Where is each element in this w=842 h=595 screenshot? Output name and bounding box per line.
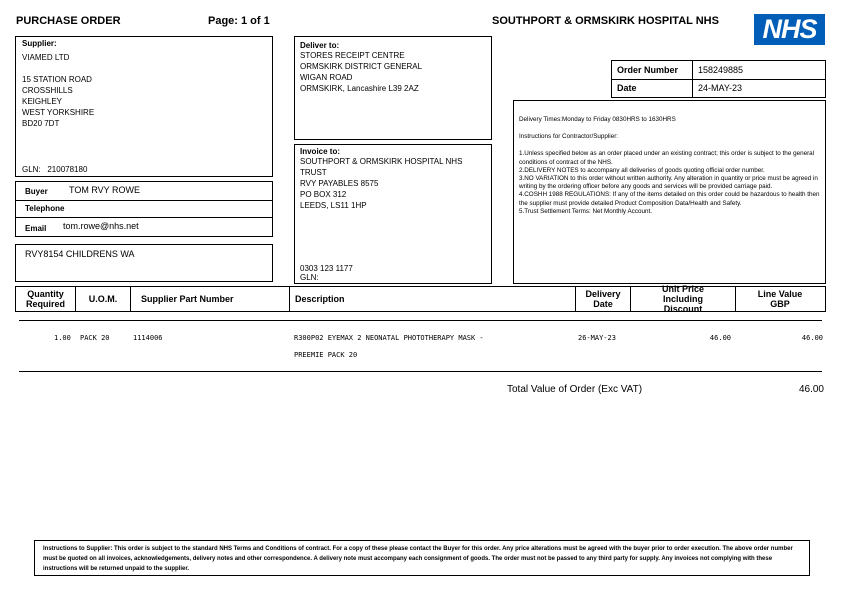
order-number-label: Order Number [617,65,679,75]
address-line: VIAMED LTD [22,53,70,62]
invoice-address [300,156,462,211]
page-number: Page: 1 of 1 [208,15,270,27]
address-line: LEEDS, LS11 1HP [300,201,367,210]
department-box [15,244,273,282]
divider [19,371,822,372]
organisation-name: SOUTHPORT & ORMSKIRK HOSPITAL NHS [492,15,719,27]
col-delivery-date: Delivery Date [576,287,631,311]
address-spacer [22,63,94,74]
total-value: 46.00 [798,384,824,395]
instructions-box [513,100,826,284]
supplier-address [22,52,94,129]
address-line: SOUTHPORT & ORMSKIRK HOSPITAL NHS [300,157,463,166]
line-items-header [15,286,826,312]
invoice-gln-label: GLN: [300,273,319,282]
order-date: 24-MAY-23 [698,83,743,93]
delivery-times: Delivery Times:Monday to Friday 0830HRS to 1630HRS [519,116,676,123]
col-quantity: Quantity Required [16,287,76,311]
divider [19,320,822,321]
buyer-name: TOM RVY ROWE [69,185,141,195]
email-label: Email [25,224,47,233]
instruction-item: 2.DELIVERY NOTES to accompany all deliveries of goods quoting official order number. [519,166,765,174]
instruction-item: 1.Unless specified below as an order placed under an existing contract; this order is subject to the general conditions of contract of the NHS. [519,150,815,166]
address-line: RVY PAYABLES 8575 [300,179,379,188]
supplier-gln: 210078180 [47,165,88,174]
row-delivery-date: 26-MAY-23 [578,334,616,342]
col-description: Description [290,287,576,311]
order-number: 158249885 [698,65,744,75]
col-unit-price: Unit Price Including Discount [631,287,736,311]
address-line: WIGAN ROAD [300,73,353,82]
row-uom: PACK 20 [80,334,110,342]
address-line: CROSSHILLS [22,86,73,95]
invoice-to-label: Invoice to: [300,147,341,156]
instructions-heading: Instructions for Contractor/Supplier: [519,133,619,141]
buyer-label: Buyer [25,187,48,196]
address-line: 15 STATION ROAD [22,75,92,84]
instructions-text [519,116,821,216]
address-line: ORMSKIRK, Lancashire L39 2AZ [300,84,419,93]
footer-text: Instructions to Supplier: This order is subject to the standard NHS Terms and Conditions of contract. For a copy of these please contact the Buyer for this order. Any price alterations must be agreed with the buyer prior to order execution. The above order number must be quoted on all invoices, acknowledgements, delivery notes and other correspondence. A delivery note must accompany each consignment of goods. The order must not be passed to any third party for supply. Any invoices not complying with these instructions will be returned unpaid to the supplier. [43,546,793,572]
col-line-value: Line Value GBP [757,289,803,309]
address-line: TRUST [300,168,327,177]
row-description: R300P02 EYEMAX 2 NEONATAL PHOTOTHERAPY MASK - [294,334,484,342]
total-label: Total Value of Order (Exc VAT) [507,384,643,395]
buyer-email: tom.rowe@nhs.net [63,221,139,231]
address-line: BD20 7DT [22,119,60,128]
row-part-number: 1114006 [133,334,163,342]
address-line: STORES RECEIPT CENTRE [300,51,405,60]
row-unit-price: 46.00 [709,334,731,342]
invoice-phone: 0303 123 1177 [300,264,353,273]
instruction-item: 3.NO VARIATION to this order without written authority. Any alteration in quantity or price must be agreed in writing by the ordering officer before any goods and services will be provided carriage paid. [519,175,818,191]
contact-box [15,181,273,237]
instruction-item: 4.COSHH 1988 REGULATIONS: If any of the items detailed on this order could be hazardous to health then the supplier must provide detailed Product Composition Data/Health and Safety. [519,191,820,207]
col-uom: U.O.M. [76,287,131,311]
address-line: PO BOX 312 [300,190,347,199]
footer-instructions [34,540,810,576]
supplier-label: Supplier: [22,39,57,48]
row-description-cont: PREEMIE PACK 20 [294,351,358,359]
row-quantity: 1.00 [54,334,71,342]
document-title: PURCHASE ORDER [16,15,121,27]
nhs-logo: NHS [754,14,825,45]
instruction-item: 5.Trust Settlement Terms: Net Monthly Account. [519,207,652,215]
col-part-number: Supplier Part Number [131,287,290,311]
deliver-to-label: Deliver to: [300,41,340,50]
order-info-table [611,60,826,98]
address-line: KEIGHLEY [22,97,63,106]
department-code: RVY8154 CHILDRENS WA [25,249,135,259]
deliver-address [300,50,422,94]
address-line: ORMSKIRK DISTRICT GENERAL [300,62,423,71]
supplier-box [15,36,273,177]
invoice-to-box [294,144,492,284]
deliver-to-box [294,36,492,140]
telephone-label: Telephone [25,204,65,213]
row-line-value: 46.00 [801,334,823,342]
gln-label: GLN: [22,165,41,174]
order-date-label: Date [617,83,637,93]
address-line: WEST YORKSHIRE [22,108,95,117]
